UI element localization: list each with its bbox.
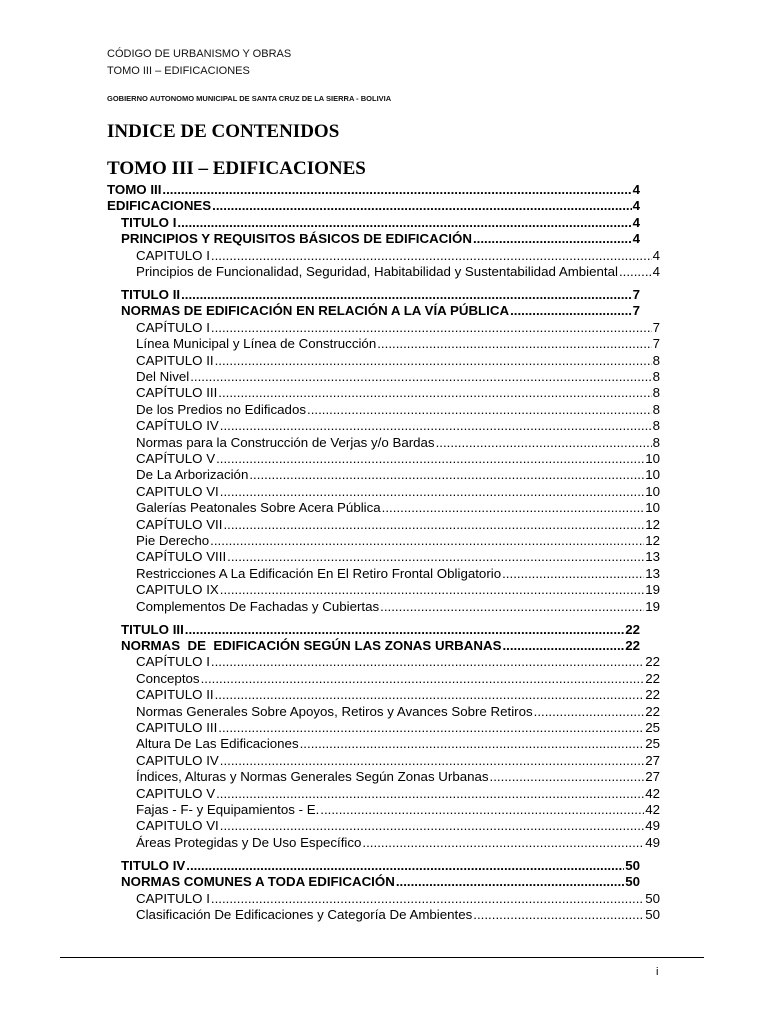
toc-leader — [220, 484, 644, 500]
toc-entry[interactable] — [136, 418, 660, 434]
toc-leader — [362, 835, 644, 851]
toc-entry[interactable] — [136, 264, 660, 280]
toc-entry-page: 22 — [625, 621, 640, 637]
toc-leader — [211, 654, 644, 670]
toc-entry[interactable] — [136, 402, 660, 418]
toc-entry-text: Clasificación De Edificaciones y Categoría De Ambientes — [136, 907, 473, 922]
toc-entry-text: De los Predios no Edificados — [136, 401, 306, 417]
toc-entry-text: CAPÍTULO III — [136, 385, 218, 401]
toc-entry[interactable] — [121, 858, 640, 874]
toc-entry[interactable] — [136, 484, 660, 500]
toc-leader — [215, 687, 645, 703]
toc-leader — [211, 891, 644, 907]
toc-entry[interactable] — [136, 687, 660, 703]
toc-entry-page: 10 — [645, 483, 660, 499]
toc-entry[interactable] — [136, 599, 660, 615]
toc-leader — [215, 353, 652, 369]
section-title: TOMO III – EDIFICACIONES — [107, 158, 366, 179]
toc-entry-text: TITULO II — [121, 287, 181, 302]
toc-leader — [619, 264, 652, 280]
toc-entry-text: Galerías Peatonales Sobre Acera Pública — [136, 500, 381, 516]
toc-leader — [210, 533, 644, 549]
toc-entry-page: 7 — [652, 336, 660, 352]
toc-entry-text: CAPÍTULO IV — [136, 418, 219, 434]
toc-leader — [377, 336, 651, 352]
toc-leader — [534, 704, 645, 720]
toc-entry[interactable] — [121, 622, 640, 638]
toc-entry-text: CAPITULO IX — [136, 582, 219, 598]
toc-entry[interactable] — [121, 231, 640, 247]
toc-leader — [181, 287, 632, 303]
toc-entry[interactable] — [121, 303, 640, 319]
toc-leader — [216, 786, 644, 802]
toc-entry-text: Normas Generales Sobre Apoyos, Retiros y Avances Sobre Retiros — [136, 703, 533, 719]
toc-entry[interactable] — [136, 385, 660, 401]
toc-entry-text: CAPITULO VI — [136, 483, 219, 499]
toc-entry[interactable] — [136, 769, 660, 785]
toc-entry-text: CAPITULO IV — [136, 752, 219, 768]
toc-entry-page: 10 — [645, 451, 660, 466]
toc-entry-page: 22 — [645, 687, 660, 703]
toc-leader — [177, 215, 631, 231]
toc-entry-page: 42 — [645, 802, 660, 817]
toc-entry-text: CAPITULO II — [136, 687, 214, 703]
toc-entry[interactable] — [136, 818, 660, 834]
toc-entry-text: Índices, Alturas y Normas Generales Según Zonas Urbanas — [136, 769, 489, 785]
toc-entry-page: 10 — [645, 500, 660, 516]
toc-entry-page: 8 — [652, 385, 660, 401]
toc-entry-text: CAPITULO II — [136, 352, 214, 368]
toc-entry[interactable] — [136, 467, 660, 483]
toc-entry-page: 4 — [652, 264, 660, 279]
toc-entry-text: CAPÍTULO I — [136, 654, 210, 670]
toc-entry-text: NORMAS DE EDIFICACIÓN SEGÚN LAS ZONAS URBANAS — [121, 638, 502, 653]
toc-entry-text: CAPITULO V — [136, 785, 216, 801]
toc-leader — [220, 753, 644, 769]
toc-entry-text: De La Arborización — [136, 467, 249, 483]
toc-entry[interactable] — [121, 874, 640, 890]
toc-entry[interactable] — [136, 753, 660, 769]
toc-leader — [490, 769, 645, 785]
toc-entry-text: NORMAS COMUNES A TODA EDIFICACIÓN — [121, 874, 395, 890]
toc-entry-page: 50 — [625, 857, 640, 873]
toc-entry[interactable] — [121, 638, 640, 654]
toc-entry-page: 13 — [645, 549, 660, 565]
toc-leader — [185, 622, 624, 638]
toc-entry-page: 22 — [625, 638, 640, 653]
footer-rule — [60, 957, 704, 958]
toc-entry-page: 27 — [645, 769, 660, 785]
toc-leader — [211, 320, 652, 336]
toc-entry-text: Conceptos — [136, 670, 200, 686]
toc-leader — [300, 736, 645, 752]
toc-entry-text: EDIFICACIONES — [107, 198, 212, 214]
toc-entry-text: TOMO III — [107, 182, 162, 197]
toc-entry-page: 22 — [645, 670, 660, 686]
toc-leader — [227, 549, 644, 565]
toc-leader — [320, 802, 644, 818]
toc-entry-page: 49 — [645, 834, 660, 850]
header-volume-title: TOMO III – EDIFICACIONES — [107, 65, 250, 77]
toc-entry[interactable] — [136, 248, 660, 264]
toc-leader — [212, 198, 631, 214]
toc-entry-page: 8 — [652, 369, 660, 384]
toc-entry-text: Altura De Las Edificaciones — [136, 736, 299, 752]
toc-entry-text: Normas para la Construcción de Verjas y/o Bardas — [136, 434, 435, 450]
toc-entry[interactable] — [136, 549, 660, 565]
toc-leader — [382, 500, 645, 516]
toc-entry-text: TITULO IV — [121, 857, 186, 873]
toc-entry[interactable] — [121, 287, 640, 303]
toc-entry-page: 4 — [632, 231, 640, 247]
toc-entry-text: PRINCIPIOS Y REQUISITOS BÁSICOS DE EDIFICACIÓN — [121, 231, 472, 247]
toc-entry[interactable] — [136, 736, 660, 752]
toc-entry-text: TITULO I — [121, 214, 177, 230]
toc-entry-page: 7 — [632, 287, 640, 302]
toc-entry-page: 4 — [632, 214, 640, 230]
toc-entry-page: 22 — [645, 703, 660, 719]
toc-entry-page: 13 — [645, 565, 660, 581]
toc-leader — [502, 566, 644, 582]
toc-leader — [396, 874, 624, 890]
toc-entry-page: 10 — [645, 467, 660, 483]
footer-page-number: i — [656, 966, 659, 978]
toc-entry-text: Pie Derecho — [136, 533, 210, 548]
toc-entry[interactable] — [136, 671, 660, 687]
toc-entry-page: 4 — [632, 198, 640, 214]
toc-entry-text: CAPITULO I — [136, 247, 210, 263]
toc-entry-text: Del Nivel — [136, 369, 190, 384]
toc-entry[interactable] — [136, 654, 660, 670]
toc-leader — [380, 599, 644, 615]
toc-entry-page: 19 — [645, 582, 660, 598]
toc-leader — [307, 402, 652, 418]
toc-leader — [218, 385, 651, 401]
toc-entry[interactable] — [136, 451, 660, 467]
toc-entry-page: 50 — [645, 907, 660, 922]
index-title: INDICE DE CONTENIDOS — [107, 121, 340, 142]
toc-entry-text: Complementos De Fachadas y Cubiertas — [136, 598, 380, 614]
toc-entry[interactable] — [107, 198, 640, 214]
toc-entry[interactable] — [136, 907, 660, 923]
toc-leader — [186, 858, 624, 874]
toc-entry-page: 4 — [632, 182, 640, 197]
toc-leader — [220, 582, 644, 598]
toc-entry-page: 50 — [625, 874, 640, 890]
toc-entry-text: CAPÍTULO VII — [136, 516, 223, 532]
toc-leader — [211, 248, 652, 264]
header-code-title: CÓDIGO DE URBANISMO Y OBRAS — [107, 48, 292, 60]
toc-entry-page: 49 — [645, 818, 660, 834]
toc-leader — [223, 517, 644, 533]
toc-entry[interactable] — [121, 215, 640, 231]
toc-entry-text: CAPÍTULO I — [136, 319, 210, 335]
toc-entry-page: 12 — [645, 533, 660, 548]
toc-entry-text: TITULO III — [121, 621, 184, 637]
toc-entry[interactable] — [136, 500, 660, 516]
toc-entry[interactable] — [136, 891, 660, 907]
toc-entry-text: CAPITULO I — [136, 890, 210, 906]
toc-entry-page: 8 — [652, 352, 660, 368]
header-organization: GOBIERNO AUTONOMO MUNICIPAL DE SANTA CRUZ DE LA SIERRA - BOLIVIA — [107, 94, 392, 103]
toc-entry-text: Principios de Funcionalidad, Seguridad, Habitabilidad y Sustentabilidad Ambiental — [136, 264, 618, 279]
toc-entry-page: 19 — [645, 598, 660, 614]
toc-entry-page: 42 — [645, 785, 660, 801]
toc-entry[interactable] — [136, 566, 660, 582]
toc-entry[interactable] — [136, 320, 660, 336]
toc-leader — [201, 671, 645, 687]
toc-leader — [436, 435, 652, 451]
toc-entry-page: 7 — [652, 319, 660, 335]
toc-entry-page: 25 — [645, 736, 660, 752]
toc-leader — [502, 638, 624, 654]
toc-entry-page: 22 — [645, 654, 660, 670]
toc-entry[interactable] — [136, 835, 660, 851]
toc-entry-page: 25 — [645, 720, 660, 735]
toc-entry-page: 50 — [645, 890, 660, 906]
toc-entry-page: 7 — [632, 303, 640, 319]
toc-entry-text: CAPÍTULO VIII — [136, 549, 227, 565]
toc-entry[interactable] — [136, 369, 660, 385]
toc-entry-page: 4 — [652, 247, 660, 263]
toc-entry[interactable] — [136, 336, 660, 352]
toc-leader — [249, 467, 644, 483]
toc-entry-page: 8 — [652, 418, 660, 434]
toc-leader — [218, 720, 644, 736]
toc-entry-page: 8 — [652, 401, 660, 417]
toc-leader — [473, 231, 632, 247]
toc-leader — [473, 907, 644, 923]
toc-entry-text: NORMAS DE EDIFICACIÓN EN RELACIÓN A LA VÍA PÚBLICA — [121, 303, 510, 319]
toc-entry-text: Restricciones A La Edificación En El Retiro Frontal Obligatorio — [136, 565, 502, 581]
toc-entry[interactable] — [136, 353, 660, 369]
toc-entry[interactable] — [136, 802, 660, 818]
toc-entry[interactable] — [107, 182, 640, 198]
toc-entry[interactable] — [136, 435, 660, 451]
toc-entry[interactable] — [136, 720, 660, 736]
toc-entry-text: CAPITULO VI — [136, 818, 219, 834]
toc-entry-page: 27 — [645, 752, 660, 768]
toc-entry-text: Fajas - F- y Equipamientos - E. — [136, 802, 320, 817]
toc-entry-page: 8 — [652, 434, 660, 450]
toc-leader — [510, 303, 632, 319]
toc-leader — [190, 369, 651, 385]
toc-entry[interactable] — [136, 517, 660, 533]
toc-entry[interactable] — [136, 582, 660, 598]
toc-leader — [220, 418, 652, 434]
toc-entry-text: CAPÍTULO V — [136, 451, 216, 466]
toc-entry-text: Áreas Protegidas y De Uso Específico — [136, 834, 362, 850]
toc-entry[interactable] — [136, 704, 660, 720]
toc-entry-text: CAPITULO III — [136, 720, 218, 735]
toc-leader — [162, 182, 631, 198]
toc-leader — [220, 818, 644, 834]
toc-entry[interactable] — [136, 533, 660, 549]
toc-entry[interactable] — [136, 786, 660, 802]
toc-leader — [216, 451, 644, 467]
toc-entry-text: Línea Municipal y Línea de Construcción — [136, 336, 377, 352]
toc-entry-page: 12 — [645, 516, 660, 532]
